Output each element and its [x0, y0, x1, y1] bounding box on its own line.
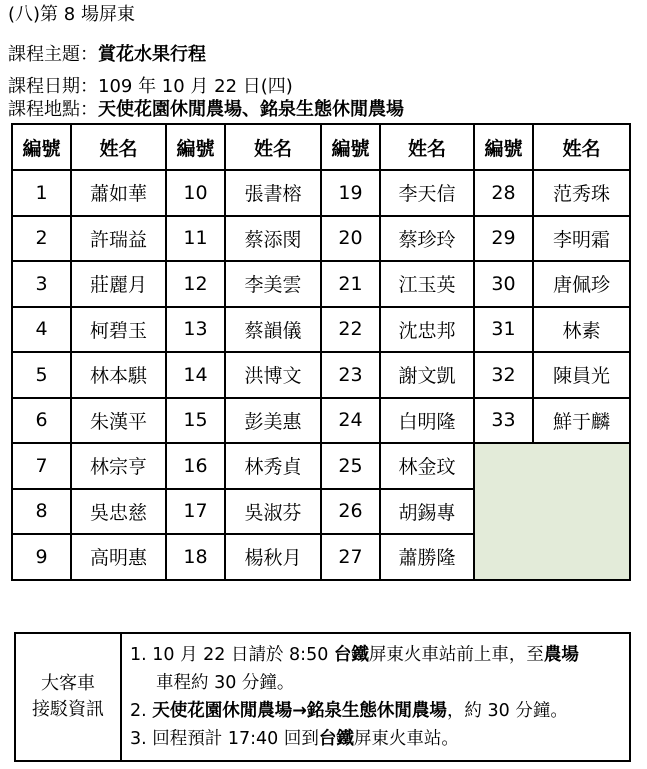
- participant-number: 8: [12, 489, 71, 535]
- participant-name: 莊麗月: [71, 261, 166, 307]
- participant-number: 17: [166, 489, 225, 535]
- transport-label-line1: 大客車: [41, 673, 95, 694]
- participant-number: 21: [321, 261, 380, 307]
- participant-name: 許瑞益: [71, 216, 166, 262]
- participant-number: 20: [321, 216, 380, 262]
- participant-name: 朱漢平: [71, 398, 166, 444]
- participant-name: 范秀珠: [533, 170, 630, 216]
- column-header-number: 編號: [12, 124, 71, 170]
- participant-name: 陳員光: [533, 352, 630, 398]
- participant-name: 唐佩珍: [533, 261, 630, 307]
- transport-step-3: [130, 725, 629, 753]
- participant-name: 白明隆: [380, 398, 474, 444]
- table-row: [12, 216, 630, 262]
- transport-step-list: [122, 641, 629, 753]
- step-text: 屏東火車站前上車，至: [368, 645, 544, 665]
- participant-name: 林素: [533, 307, 630, 353]
- column-header-name: 姓名: [71, 124, 166, 170]
- participant-number: 33: [474, 398, 533, 444]
- step-text: ，約 30 分鐘。: [446, 701, 568, 721]
- participant-name: 鮮于麟: [533, 398, 630, 444]
- transport-info-table: [14, 632, 631, 762]
- table-row: [12, 443, 630, 489]
- course-date-line: [8, 76, 293, 98]
- participant-name: 林宗亨: [71, 443, 166, 489]
- participant-name: 彭美惠: [225, 398, 321, 444]
- participant-number: 24: [321, 398, 380, 444]
- participant-number: 25: [321, 443, 380, 489]
- participant-name: 蕭如華: [71, 170, 166, 216]
- participant-number: 29: [474, 216, 533, 262]
- participant-number: 30: [474, 261, 533, 307]
- participant-name: 張書榕: [225, 170, 321, 216]
- course-date-label: 課程日期：: [8, 76, 98, 97]
- participant-table: [11, 123, 631, 581]
- participant-number: 12: [166, 261, 225, 307]
- column-header-number: 編號: [166, 124, 225, 170]
- participant-number: 19: [321, 170, 380, 216]
- participant-number: 32: [474, 352, 533, 398]
- step-text: 3. 回程預計 17:40 回到: [130, 729, 319, 749]
- transport-label: [15, 633, 121, 761]
- participant-name: 柯碧玉: [71, 307, 166, 353]
- column-header-number: 編號: [321, 124, 380, 170]
- participant-number: 1: [12, 170, 71, 216]
- step-bold-text: 台鐵: [333, 645, 369, 665]
- participant-name: 林秀貞: [225, 443, 321, 489]
- course-date: 109 年 10 月 22 日(四): [98, 76, 293, 97]
- step-text: 2.: [130, 701, 153, 721]
- participant-number: 23: [321, 352, 380, 398]
- course-location: 天使花園休閒農場、銘泉生態休閒農場: [98, 99, 404, 120]
- participant-number: 31: [474, 307, 533, 353]
- column-header-name: 姓名: [380, 124, 474, 170]
- participant-name: 謝文凱: [380, 352, 474, 398]
- participant-number: 18: [166, 534, 225, 580]
- participant-name: 蔡珍玲: [380, 216, 474, 262]
- participant-number: 2: [12, 216, 71, 262]
- column-header-number: 編號: [474, 124, 533, 170]
- participant-number: 13: [166, 307, 225, 353]
- participant-name: 李天信: [380, 170, 474, 216]
- participant-number: 16: [166, 443, 225, 489]
- participant-name: 林本騏: [71, 352, 166, 398]
- participant-name: 李明霜: [533, 216, 630, 262]
- participant-number: 9: [12, 534, 71, 580]
- participant-name: 江玉英: [380, 261, 474, 307]
- participant-number: 26: [321, 489, 380, 535]
- participant-number: 3: [12, 261, 71, 307]
- participant-name: 李美雲: [225, 261, 321, 307]
- table-row: [12, 170, 630, 216]
- empty-shaded-cell: [474, 443, 630, 580]
- participant-number: 15: [166, 398, 225, 444]
- participant-name: 吳淑芬: [225, 489, 321, 535]
- transport-step-1-continued: 車程約 30 分鐘。: [156, 673, 295, 693]
- participant-name: 吳忠慈: [71, 489, 166, 535]
- column-header-name: 姓名: [533, 124, 630, 170]
- table-row: [12, 307, 630, 353]
- participant-number: 10: [166, 170, 225, 216]
- course-location-line: [8, 99, 404, 121]
- course-theme-label: 課程主題：: [8, 44, 98, 65]
- participant-number: 27: [321, 534, 380, 580]
- participant-name: 林金玟: [380, 443, 474, 489]
- participant-number: 14: [166, 352, 225, 398]
- transport-label-line2: 接駁資訊: [32, 699, 104, 720]
- section-title: (八)第 8 場屏東: [8, 4, 135, 25]
- participant-name: 胡錫專: [380, 489, 474, 535]
- transport-steps: [121, 633, 630, 761]
- participant-number: 22: [321, 307, 380, 353]
- participant-number: 6: [12, 398, 71, 444]
- participant-name: 蔡韻儀: [225, 307, 321, 353]
- course-theme-line: [8, 44, 206, 66]
- step-bold-text: 天使花園休閒農場→銘泉生態休閒農場: [152, 701, 447, 721]
- column-header-name: 姓名: [225, 124, 321, 170]
- table-row: [12, 398, 630, 444]
- participant-name: 高明惠: [71, 534, 166, 580]
- course-theme: 賞花水果行程: [98, 44, 206, 65]
- participant-name: 蔡添閔: [225, 216, 321, 262]
- participant-number: 5: [12, 352, 71, 398]
- step-bold-text: 農場: [543, 645, 579, 665]
- step-text: 屏東火車站。: [353, 729, 459, 749]
- participant-number: 28: [474, 170, 533, 216]
- transport-step-2: [130, 697, 629, 725]
- transport-step-1: [130, 641, 629, 669]
- table-row: [12, 352, 630, 398]
- participant-name: 沈忠邦: [380, 307, 474, 353]
- participant-name: 蕭勝隆: [380, 534, 474, 580]
- step-bold-text: 台鐵: [318, 729, 354, 749]
- participant-name: 楊秋月: [225, 534, 321, 580]
- step-text: 1. 10 月 22 日請於 8:50: [130, 645, 334, 665]
- course-location-label: 課程地點：: [8, 99, 98, 120]
- participant-number: 11: [166, 216, 225, 262]
- participant-number: 7: [12, 443, 71, 489]
- table-header-row: [12, 124, 630, 170]
- table-row: [12, 261, 630, 307]
- participant-number: 4: [12, 307, 71, 353]
- participant-name: 洪博文: [225, 352, 321, 398]
